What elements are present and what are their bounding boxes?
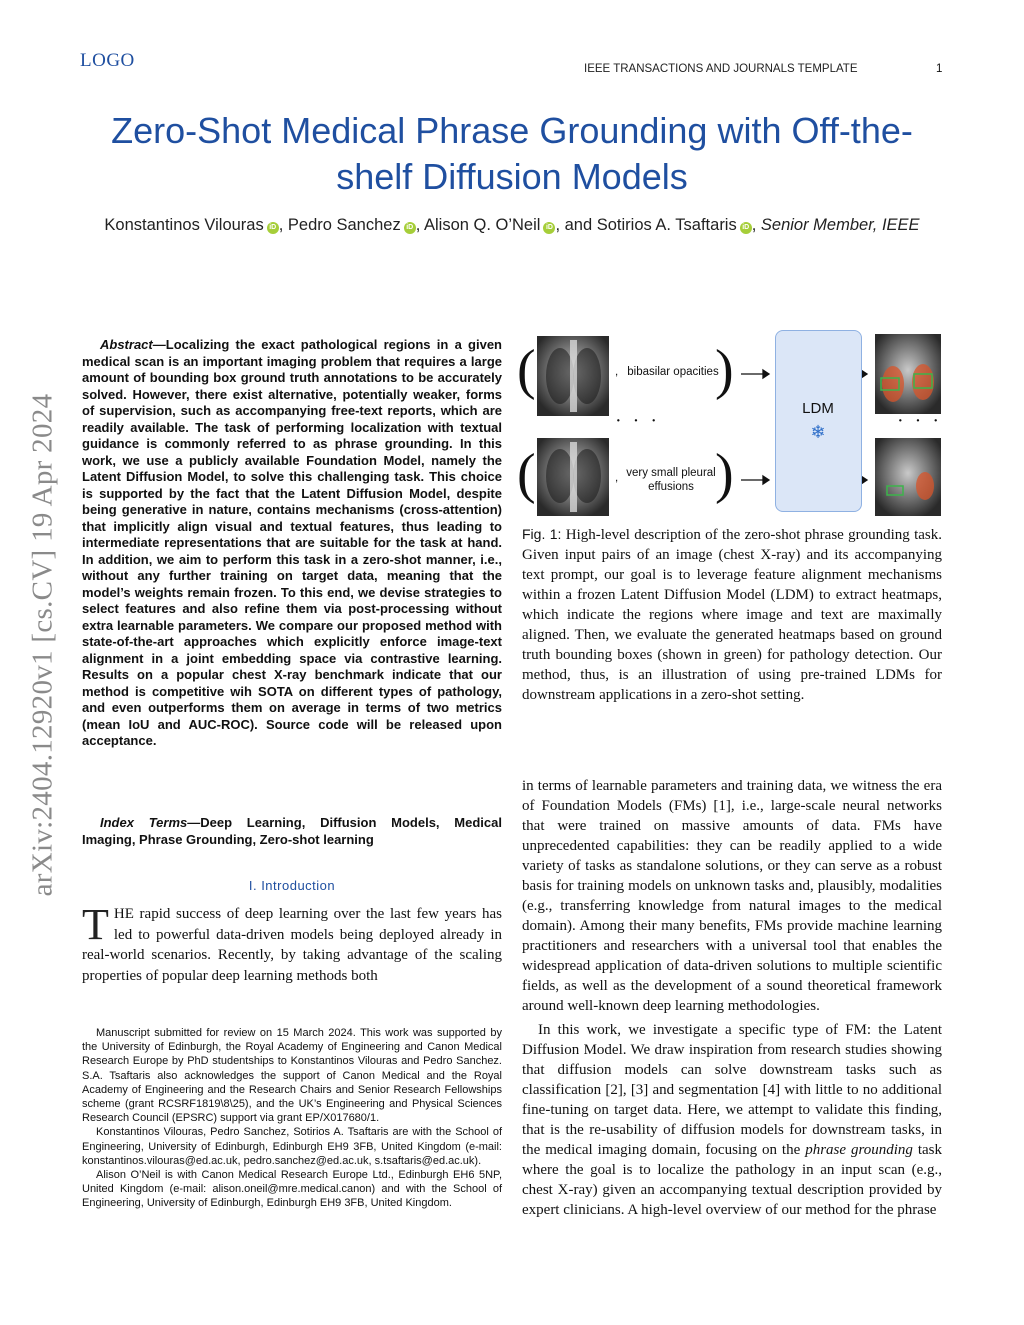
footnote-affiliation-2: Alison O’Neil is with Canon Medical Research Europe Ltd., Edinburgh EH6 5NP, United Kingdom (e-mail: alison.oneil@mre.medical.canon) and with the School of Engineering, University of Edinburgh, Edinburgh EH9 3FB, United Kingdom. <box>82 1169 502 1210</box>
arxiv-stamp <box>23 350 63 940</box>
paper-title: Zero-Shot Medical Phrase Grounding with Off-the-shelf Diffusion Models <box>111 110 913 197</box>
author-list: Konstantinos Vilouras iD , Pedro Sanchez iD , Alison Q. O’Neil iD , and Sotirios A. Tsaftaris iD , Senior Member, IEEE <box>104 216 920 234</box>
prompt-comma: , <box>615 366 619 378</box>
page-number: 1 <box>936 63 943 75</box>
arxiv-stamp-text: arXiv:2404.12920v1 [cs.CV] 19 Apr 2024 <box>26 393 59 897</box>
abstract <box>82 337 502 750</box>
body-paragraph <box>522 1020 942 1220</box>
running-header: IEEE TRANSACTIONS AND JOURNALS TEMPLATE <box>584 63 858 75</box>
introduction-text: HE rapid success of deep learning over the last few years has led to powerful data-driven models being deployed already in real-world scenarios. Recently, by taking advantage of the scaling properties of popular deep learning methods both <box>82 906 502 984</box>
footnote-affiliation-1: Konstantinos Vilouras, Pedro Sanchez, Sotirios A. Tsaftaris are with the School of Engineering, University of Edinburgh, Edinburgh EH9 3FB, United Kingdom (e-mail: konstantinos.vilouras@ed.ac.uk, pedro.sanchez@ed.ac.uk, s.tsaftaris@ed.ac.uk). <box>82 1126 502 1167</box>
orcid-icon[interactable]: iD <box>404 222 416 234</box>
abstract-label: Abstract— <box>100 337 166 352</box>
input-xray-1 <box>537 336 609 416</box>
journal-logo: LOGO <box>80 50 135 71</box>
author-membership: Senior Member, IEEE <box>760 216 920 234</box>
drop-cap: T <box>82 900 109 949</box>
figure-caption-text: High-level description of the zero-shot phrase grounding task. Given input pairs of an image (chest X-ray) and its accompanying text prompt, our goal is to leverage feature alignment mechanisms within a frozen Latent Diffusion Model (LDM) to extract heatmaps, which indicate the regions where image and text are maximally aligned. Then, we evaluate the generated heatmaps based on ground truth bounding boxes (shown in green) for pathology detection. Our method, thus, is an illustration of using pre-trained LDMs for downstream applications in a zero-shot setting. <box>522 527 943 703</box>
orcid-icon[interactable]: iD <box>543 222 555 234</box>
body-paragraph: in terms of learnable parameters and training data, we witness the era of Foundation Models (FMs) [1], i.e., large-scale neural networks that were trained on massive amounts of data. FMs have unprecedented capabilities: they can be readily applied to a wide variety of tasks as standalone solutions, or they can serve as a robust basis for training models on unknown tasks and, plausibly, modalities (e.g., transferring knowledge from natural images to the medical domain). Among their many benefits, FMs provide machine learning practitioners and researchers with a universal tool that enables the widespread application of data-driven solutions to multiple scientific fields, as well as the development of a sound theoretical framework around well-known deep learning methodologies. <box>522 778 942 1014</box>
abstract-text: Localizing the exact pathological regions in a given medical scan is an important imaging problem that requires a large amount of bounding box ground truth annotations to be accurately solved. However, there exist alternative, potentially weaker, forms of supervision, such as accompanying free-text reports, which are readily available. The task of performing localization with textual guidance is commonly referred to as phrase grounding. In this work, we use a publicly available Foundation Model, namely the Latent Diffusion Model, to solve this challenging task. This choice is supported by the fact that the Latent Diffusion Model, despite being generative in nature, contains mechanisms (cross-attention) that implicitly align visual and textual features, thus leading to intermediate representations that are suitable for the task at hand. In addition, we aim to perform this task in a zero-shot manner, i.e., without any further training on target data, meaning that the model’s weights remain frozen. To this end, we devise strategies to select features and also refine them via post-processing without extra learnable parameters. We compare our proposed method with state-of-the-art approaches which explicitly enforce image-text alignment in a joint embedding space via contrastive learning. Results on a popular chest X-ray benchmark indicate that our method is competitive wih SOTA on different types of pathology, and even outperforms them on average in terms of two metrics (mean IoU and AUC-ROC). Source code will be released upon acceptance. <box>82 337 502 748</box>
author-name: Alison Q. O’Neil <box>423 216 541 234</box>
close-paren: ) <box>715 443 734 505</box>
input-xray-2 <box>537 438 609 516</box>
output-heatmap-1 <box>875 334 941 414</box>
ldm-label: LDM <box>802 400 834 417</box>
open-paren: ( <box>517 443 536 505</box>
emphasis-term: phrase grounding <box>805 1142 913 1158</box>
text-prompt-2: very small pleural effusions <box>626 467 716 493</box>
figure-1 <box>515 322 945 522</box>
figure-caption-label: Fig. 1: <box>522 526 562 542</box>
open-paren: ( <box>517 339 536 401</box>
body-text: In this work, we investigate a specific type of FM: the Latent Diffusion Model. We draw inspiration from research studies showing that diffusion models can solve downstream tasks such as classification [2], [3] and segmentation [4] with little to no additional fine-tuning on target data. Here, we attempt to validate this finding, that is the re-usability of diffusion models for downstream tasks, in the medical imaging domain, focusing on the <box>522 1022 942 1158</box>
author-name: Konstantinos Vilouras <box>104 216 264 234</box>
footnote-funding: Manuscript submitted for review on 15 March 2024. This work was supported by the University of Edinburgh, the Royal Academy of Engineering and Canon Medical Research Europe by PhD studentships to Konstantinos Vilouras and Pedro Sanchez. S.A. Tsaftaris also acknowledges the support of Canon Medical and the Royal Academy of Engineering and the Research Chairs and Senior Research Fellowships scheme (grant RCSRF1819\8\25), and the UK’s Engineering and Physical Sciences Research Council (EPSRC) support via grant EP/X017680/1. <box>82 1027 502 1125</box>
body-text: task where the goal is to localize the pathology in an input scan (e.g., chest X-ray) given an accompanying textual description provided by expert clinicians. A high-level overview of our method for the phrase <box>522 1142 943 1218</box>
snowflake-icon: ❄ <box>810 422 826 442</box>
prompt-comma: , <box>615 472 619 484</box>
close-paren: ) <box>715 339 734 401</box>
text-prompt-1: bibasilar opacities <box>627 366 719 378</box>
orcid-icon[interactable]: iD <box>740 222 752 234</box>
index-terms-text: Deep Learning, Diffusion Models, Medical Imaging, Phrase Grounding, Zero-shot learning <box>82 815 502 847</box>
section-heading: I. Introduction <box>248 878 336 893</box>
output-heatmap-2 <box>875 438 941 516</box>
ellipsis-outputs: · · · <box>897 410 942 432</box>
right-column-text <box>522 776 942 1220</box>
author-name: and Sotirios A. Tsaftaris <box>564 216 737 234</box>
introduction-paragraph <box>82 900 502 986</box>
footnotes <box>82 1026 502 1211</box>
index-terms <box>82 815 502 848</box>
index-terms-label: Index Terms— <box>100 815 201 830</box>
ellipsis-inputs: · · · <box>615 410 660 432</box>
figure-caption <box>522 524 942 705</box>
orcid-icon[interactable]: iD <box>267 222 279 234</box>
author-name: Pedro Sanchez <box>287 216 401 234</box>
ldm-block <box>775 330 862 512</box>
